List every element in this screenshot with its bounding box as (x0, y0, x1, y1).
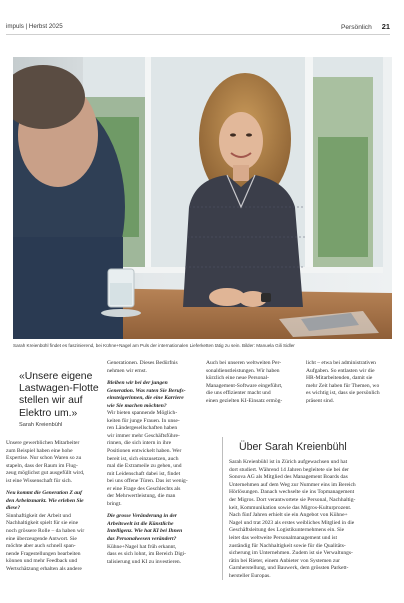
article-text-line: Generationen. Dieses Bedürfnis (107, 360, 178, 366)
interview-question-line: Neu kommt die Generation Z auf (6, 490, 82, 497)
article-column-2 (107, 360, 202, 566)
article-text-line: der Mehrwertleistung, die man (107, 493, 176, 500)
bio-text-line: Sonova AG als Mitglied des Management Boards das (229, 474, 348, 481)
article-text-line: möchte aber auch schnell span- (6, 543, 76, 550)
article-text-line: licht – etwa bei administrativen (306, 360, 376, 366)
bio-text-line: Hörlösungen. Danach wechselte sie ins Topmanagement (229, 489, 355, 496)
article-text-line: Positionen entwickelt haben. Wer (107, 448, 182, 455)
publication-label: impuls | Herbst 2025 (6, 23, 63, 30)
bio-text-line: keit, Kommunikation sowie das Migros-Kulturprozent. (229, 504, 352, 511)
article-text-line: Unsere gewerblichen Mitarbeiter (6, 440, 80, 446)
photo-caption: Sarah Kreienbühl findet es faszinierend, bei Kühne+Nagel am Puls der internationalen Lieferketten tätig zu sein. Bilder: Manuela Gili Sidler (13, 343, 295, 348)
article-text-line: noch grössere Rolle – da haben wir (6, 528, 85, 535)
bio-text-line: Sarah Kreienbühl ist in Zürich aufgewachsen und hat (229, 459, 348, 465)
interview-question-line: wie Sie machen möchten? (107, 402, 167, 409)
article-text-line: Management-Software eingeführt, (206, 382, 283, 389)
article-text-line: zeug möglichst gut ausgefüllt wird, (6, 470, 85, 477)
article-text-line: einen gezielten KI-Einsatz ermög- (206, 397, 283, 404)
bio-text-line: leitet das weltweite Personalmanagement und ist (229, 534, 337, 541)
article-text-line: Aufgaben. So entlasten wir die (306, 367, 375, 374)
interview-question-line: diese? (6, 505, 21, 512)
article-text-line: mal die Extrameile zu gehen, und (107, 463, 182, 470)
article-text-line: Wertschätzung erhalten als andere (6, 565, 82, 572)
interview-question-line: Bleiben wir bei der jungen (107, 380, 168, 387)
article-text-line: es wichtig ist, dass sie persönlich (306, 390, 380, 397)
article-text-line: Wir bieten spannende Möglich- (107, 410, 178, 417)
article-column-1 (6, 440, 101, 573)
article-text-line: zum Beispiel haben eine hohe (6, 447, 73, 454)
interview-photo-illustration (13, 57, 392, 339)
article-text-line: mit Leidenschaft dabei ist, findet (107, 470, 181, 477)
bio-title: Über Sarah Kreienbühl (239, 441, 347, 453)
interview-question-line: Generation. Was raten Sie Berufs- (107, 387, 186, 394)
interview-question-line: das Personalwesen verändert? (107, 536, 177, 543)
article-text-line: Expertise. Nur schon Waren so zu (6, 455, 82, 462)
article-text-line: wir immer mehr Geschäftsführe- (107, 432, 180, 439)
bio-text-line: dort studiert. Während 14 Jahren begleitete sie bei der (229, 466, 349, 473)
article-text-line: mehr Zeit haben für Themen, wo (306, 382, 380, 389)
article-text-line: nehmen wir ernst. (107, 367, 147, 374)
interview-question-line: Arbeitswelt ist die Künstliche (107, 520, 174, 527)
pull-quote: «Unsere eigene Lastwagen-Flotte stellen wir auf Elektro um.» (19, 371, 99, 419)
header-divider (6, 34, 390, 35)
bio-divider (222, 437, 223, 580)
article-text-line: ren Ländergesellschaften haben (107, 425, 178, 432)
article-text-line: bereit ist, sich einzusetzen, auch (107, 455, 179, 462)
bio-text-line: rätin bei Rieter, einem Anbieter von Systemen zur (229, 557, 340, 564)
pull-quote-author: Sarah Kreienbühl (19, 422, 63, 428)
article-text-line: präsent sind. (306, 397, 335, 404)
article-text-line: bei uns offene Türen. Das ist wenig- (107, 478, 188, 485)
section-label: Persönlich (340, 24, 372, 31)
article-text-line: können und mehr Feedback und (6, 558, 78, 565)
bio-text-line: Geschäftsleitung des Logistikunternehmens ein. Sie (229, 527, 345, 534)
article-text-line: rinnen, die sich intern in ihre (107, 440, 172, 447)
article-column-3 (206, 360, 301, 405)
interview-question-line: den Arbeitsmarkt. Wie erleben Sie (6, 497, 84, 504)
bio-text-line: der Migros. Dort verantwortete sie Personal, Nachhaltig- (229, 496, 356, 503)
article-text-line: Sinnhaftigkeit der Arbeit und (6, 512, 71, 519)
article-text-line: bringt. (107, 500, 122, 507)
bio-text-line: Nagel und trat 2023 als erstes weibliches Mitglied in die (229, 519, 355, 526)
article-text-line: dass es sich lohnt, im Bereich Digi- (107, 551, 187, 558)
interview-question-line: Die grosse Veränderung in der (107, 513, 177, 520)
bio-text-line: Unternehmen auf dem Weg zur Nummer eins im Bereich (229, 481, 356, 488)
bio-text-line: hersteller Europas. (229, 572, 271, 579)
article-text-line: talisierung und KI zu investieren. (107, 558, 182, 565)
bio-text-line: zuständig für Nachhaltigkeit sowie für die Qualitäts- (229, 542, 346, 549)
article-text-line: Auch bei unseren weltweiten Per- (206, 360, 282, 366)
interview-photo (13, 57, 392, 339)
article-text-line: ist eine Wissenschaft für sich. (6, 477, 73, 484)
bio-text-line: Garnherstellung, und Bauwerk, dem grössten Parkett- (229, 565, 349, 572)
interview-question-line: einsteigerinnen, die eine Karriere (107, 395, 184, 402)
article-text-line: er eine Frage des Geschlechts als (107, 485, 181, 492)
article-text-line: sonaldienstleistungen. Wir haben (206, 367, 280, 374)
bio-text-line: Nach fünf Jahren erhielt sie ein Angebot von Kühne+ (229, 512, 348, 519)
section-header (341, 22, 390, 31)
article-text-line: Kühne+Nagel hat früh erkannt, (107, 543, 177, 550)
bio-text-line: sicherung im Unternehmen. Zudem ist sie Verwaltungs- (229, 550, 353, 557)
article-text-line: Nachhaltigkeit spielt für sie eine (6, 520, 79, 527)
article-text-line: stapeln, dass der Raum im Flug- (6, 462, 78, 469)
article-text-line: HR-Mitarbeitenden, damit sie (306, 375, 373, 382)
article-text-line: eine überzeugende Antwort. Sie (6, 535, 77, 542)
article-text-line: kürzlich eine neue Personal- (206, 375, 269, 382)
page-number: 21 (381, 22, 390, 31)
article-text-line: keiten für junge Frauen. In unse- (107, 417, 180, 424)
bio-text (229, 459, 392, 581)
article-text-line: die uns effizienter macht und (206, 390, 271, 397)
article-text-line: nende Fragestellungen bearbeiten (6, 550, 81, 557)
interview-question-line: Intelligenz. Wie hat KI bei Ihnen (107, 528, 183, 535)
article-column-4 (306, 360, 392, 405)
